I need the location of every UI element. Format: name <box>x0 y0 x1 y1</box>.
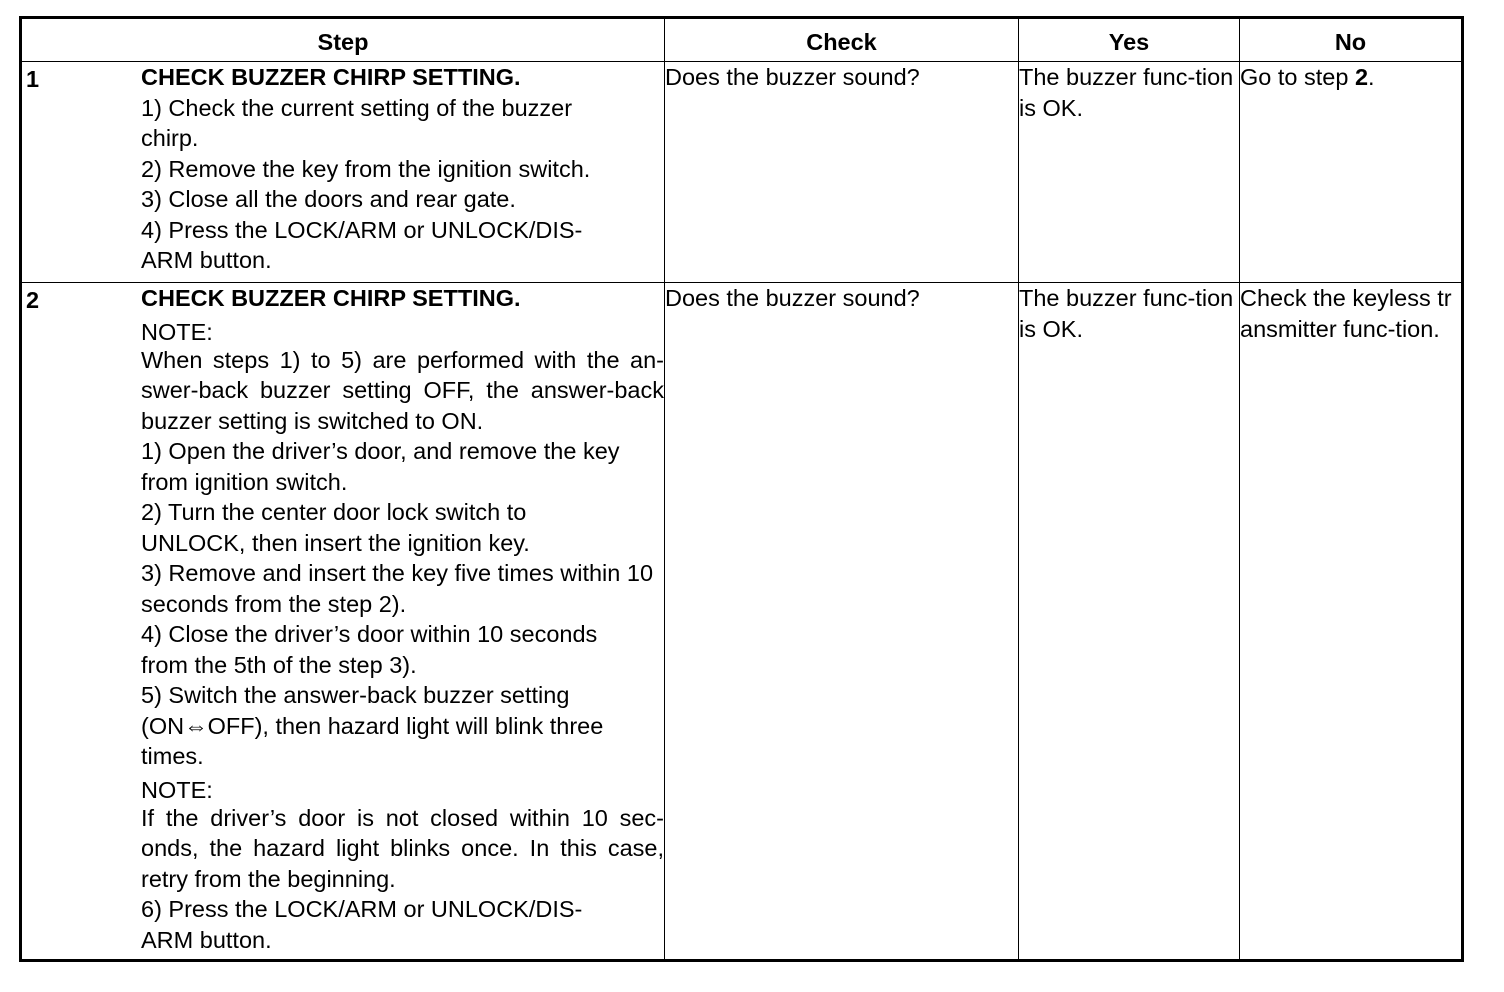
header-row <box>21 18 1463 62</box>
step-instruction: 5) Switch the answer-back buzzer setting (ON⇔OFF), then hazard light will blink three times. <box>141 682 604 769</box>
troubleshooting-table <box>19 16 1464 962</box>
step-title: CHECK BUZZER CHIRP SETTING. <box>141 285 521 311</box>
check-cell: Does the buzzer sound? <box>665 62 1019 283</box>
no-text-suffix: . <box>1368 64 1375 90</box>
step-instruction: 4) Close the driver’s door within 10 seconds from the 5th of the step 3). <box>141 621 598 678</box>
yes-cell: The buzzer func-tion is OK. <box>1019 283 1240 961</box>
yes-cell: The buzzer func-tion is OK. <box>1019 62 1240 283</box>
step-cell <box>21 283 665 961</box>
header-yes: Yes <box>1019 18 1240 62</box>
step-link[interactable]: 2 <box>1354 64 1369 90</box>
step-instruction: 3) Remove and insert the key five times within 10 seconds from the step 2). <box>141 560 654 617</box>
check-cell: Does the buzzer sound? <box>665 283 1019 961</box>
no-cell <box>1240 62 1463 283</box>
step-number: 1 <box>26 66 40 92</box>
step-instruction: 1) Check the current setting of the buzzer chirp. <box>141 94 573 151</box>
note-text: If the driver’s door is not closed within 10 sec-onds, the hazard light blinks once. In this case, retry from the beginning. <box>141 804 664 892</box>
step-cell <box>21 62 665 283</box>
step-instruction: 1) Open the driver’s door, and remove the key from ignition switch. <box>141 438 620 495</box>
step-title: CHECK BUZZER CHIRP SETTING. <box>141 64 521 90</box>
header-check: Check <box>665 18 1019 62</box>
no-cell: Check the keyless transmitter func-tion. <box>1240 283 1463 961</box>
note-label: NOTE: <box>141 318 213 345</box>
step-number: 2 <box>26 287 40 313</box>
table-row <box>21 283 1463 961</box>
no-text: Go to step <box>1240 64 1355 90</box>
table-row <box>21 62 1463 283</box>
step-instruction: 3) Close all the doors and rear gate. <box>141 186 516 212</box>
step-instruction: 2) Remove the key from the ignition switch. <box>141 155 591 182</box>
header-step: Step <box>21 18 665 62</box>
note-label: NOTE: <box>141 776 213 803</box>
step-instruction: 2) Turn the center door lock switch to UNLOCK, then insert the ignition key. <box>141 499 530 556</box>
step-instruction: 4) Press the LOCK/ARM or UNLOCK/DIS-ARM button. <box>141 216 583 273</box>
note-text: When steps 1) to 5) are performed with the an-swer-back buzzer setting OFF, the answer-back buzzer setting is switched to ON. <box>141 346 664 434</box>
step-instruction: 6) Press the LOCK/ARM or UNLOCK/DIS-ARM button. <box>141 896 583 953</box>
header-no: No <box>1240 18 1463 62</box>
